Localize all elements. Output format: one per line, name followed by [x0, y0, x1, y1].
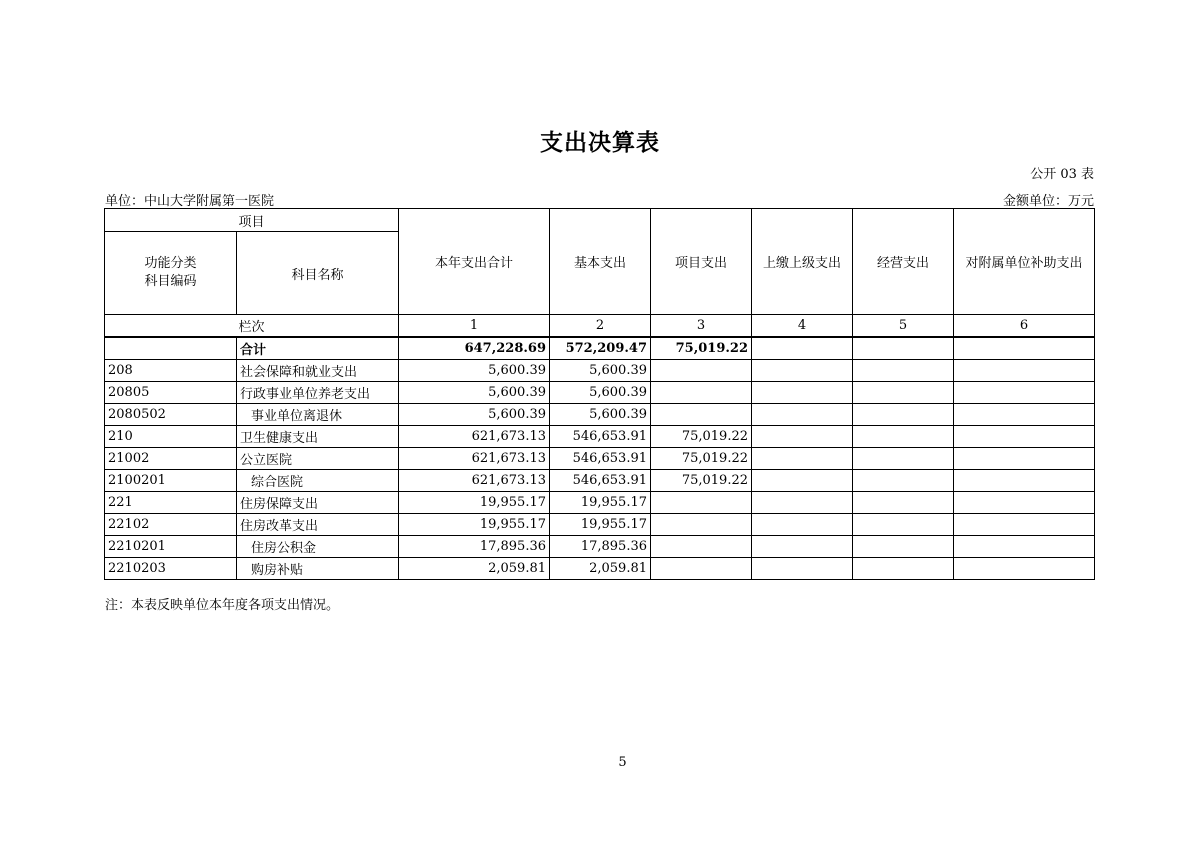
row-value-6	[954, 514, 1095, 536]
total-value-6	[954, 337, 1095, 360]
total-value-5	[853, 337, 954, 360]
row-value-5	[853, 470, 954, 492]
row-code: 221	[105, 492, 237, 514]
row-value-2: 546,653.91	[550, 426, 651, 448]
row-value-4	[752, 382, 853, 404]
row-name: 住房改革支出	[237, 514, 399, 536]
total-row	[105, 337, 1095, 360]
row-value-3	[651, 492, 752, 514]
table-note: 注：本表反映单位本年度各项支出情况。	[105, 598, 340, 613]
row-value-3	[651, 404, 752, 426]
row-code: 208	[105, 360, 237, 382]
row-value-5	[853, 514, 954, 536]
row-value-6	[954, 426, 1095, 448]
row-name: 住房公积金	[237, 536, 399, 558]
table-row	[105, 492, 1095, 514]
row-value-1: 5,600.39	[399, 360, 550, 382]
row-value-4	[752, 536, 853, 558]
row-value-1: 2,059.81	[399, 558, 550, 580]
total-value-2: 572,209.47	[550, 337, 651, 360]
row-value-6	[954, 448, 1095, 470]
row-name: 综合医院	[237, 470, 399, 492]
row-code: 21002	[105, 448, 237, 470]
total-code	[105, 337, 237, 360]
row-value-2: 2,059.81	[550, 558, 651, 580]
row-value-4	[752, 558, 853, 580]
row-code: 22102	[105, 514, 237, 536]
header-code-line1: 功能分类	[144, 256, 197, 271]
row-value-4	[752, 360, 853, 382]
row-value-2: 546,653.91	[550, 448, 651, 470]
row-value-5	[853, 448, 954, 470]
row-value-1: 5,600.39	[399, 382, 550, 404]
page-number: 5	[618, 755, 627, 770]
row-value-1: 17,895.36	[399, 536, 550, 558]
row-value-3	[651, 360, 752, 382]
row-name: 购房补贴	[237, 558, 399, 580]
row-value-2: 546,653.91	[550, 470, 651, 492]
row-code: 210	[105, 426, 237, 448]
row-value-2: 5,600.39	[550, 382, 651, 404]
row-value-5	[853, 404, 954, 426]
row-name: 住房保障支出	[237, 492, 399, 514]
row-value-1: 621,673.13	[399, 448, 550, 470]
row-code: 20805	[105, 382, 237, 404]
index-num-5: 5	[853, 315, 954, 338]
index-num-4: 4	[752, 315, 853, 338]
form-number: 公开 03 表	[1030, 167, 1094, 182]
row-code: 2100201	[105, 470, 237, 492]
header-col-6: 对附属单位补助支出	[954, 209, 1095, 315]
row-name: 卫生健康支出	[237, 426, 399, 448]
row-code: 2080502	[105, 404, 237, 426]
row-value-1: 5,600.39	[399, 404, 550, 426]
row-value-3	[651, 382, 752, 404]
row-value-4	[752, 404, 853, 426]
row-value-2: 19,955.17	[550, 492, 651, 514]
table-row	[105, 360, 1095, 382]
row-value-4	[752, 448, 853, 470]
row-value-2: 5,600.39	[550, 404, 651, 426]
header-col-1: 本年支出合计	[399, 209, 550, 315]
table-row	[105, 404, 1095, 426]
header-name: 科目名称	[237, 232, 399, 315]
table-row	[105, 470, 1095, 492]
money-unit-label: 金额单位：万元	[1002, 194, 1094, 209]
row-value-6	[954, 360, 1095, 382]
table-row	[105, 536, 1095, 558]
row-value-5	[853, 558, 954, 580]
row-value-6	[954, 536, 1095, 558]
row-value-6	[954, 558, 1095, 580]
row-value-5	[853, 382, 954, 404]
row-value-1: 19,955.17	[399, 514, 550, 536]
table-row	[105, 426, 1095, 448]
row-code: 2210203	[105, 558, 237, 580]
row-value-5	[853, 536, 954, 558]
header-code	[105, 232, 237, 315]
row-name: 社会保障和就业支出	[237, 360, 399, 382]
header-project: 项目	[105, 209, 399, 232]
header-code-line2: 科目编码	[144, 274, 197, 289]
row-name: 行政事业单位养老支出	[237, 382, 399, 404]
index-num-1: 1	[399, 315, 550, 338]
row-value-5	[853, 492, 954, 514]
row-value-4	[752, 470, 853, 492]
row-code: 2210201	[105, 536, 237, 558]
row-value-6	[954, 404, 1095, 426]
total-value-1: 647,228.69	[399, 337, 550, 360]
table-row	[105, 382, 1095, 404]
total-value-4	[752, 337, 853, 360]
index-num-2: 2	[550, 315, 651, 338]
row-value-6	[954, 492, 1095, 514]
index-label: 栏次	[105, 315, 399, 338]
header-col-4: 上缴上级支出	[752, 209, 853, 315]
header-col-2: 基本支出	[550, 209, 651, 315]
row-value-3	[651, 558, 752, 580]
row-value-6	[954, 382, 1095, 404]
row-value-3	[651, 514, 752, 536]
row-value-1: 621,673.13	[399, 426, 550, 448]
row-value-5	[853, 360, 954, 382]
page-title: 支出决算表	[540, 129, 660, 156]
total-label: 合计	[237, 337, 399, 360]
row-value-4	[752, 426, 853, 448]
row-name: 事业单位离退休	[237, 404, 399, 426]
row-name: 公立医院	[237, 448, 399, 470]
table-row	[105, 514, 1095, 536]
index-num-3: 3	[651, 315, 752, 338]
row-value-4	[752, 492, 853, 514]
row-value-3	[651, 536, 752, 558]
row-value-5	[853, 426, 954, 448]
table-row	[105, 448, 1095, 470]
row-value-6	[954, 470, 1095, 492]
header-col-3: 项目支出	[651, 209, 752, 315]
row-value-2: 17,895.36	[550, 536, 651, 558]
table-row	[105, 558, 1095, 580]
row-value-3: 75,019.22	[651, 470, 752, 492]
row-value-2: 19,955.17	[550, 514, 651, 536]
total-value-3: 75,019.22	[651, 337, 752, 360]
unit-label: 单位：中山大学附属第一医院	[105, 194, 275, 209]
header-col-5: 经营支出	[853, 209, 954, 315]
index-num-6: 6	[954, 315, 1095, 338]
index-row	[105, 315, 1095, 338]
row-value-3: 75,019.22	[651, 448, 752, 470]
row-value-3: 75,019.22	[651, 426, 752, 448]
row-value-1: 621,673.13	[399, 470, 550, 492]
row-value-2: 5,600.39	[550, 360, 651, 382]
row-value-1: 19,955.17	[399, 492, 550, 514]
row-value-4	[752, 514, 853, 536]
expenditure-table	[104, 208, 1095, 580]
